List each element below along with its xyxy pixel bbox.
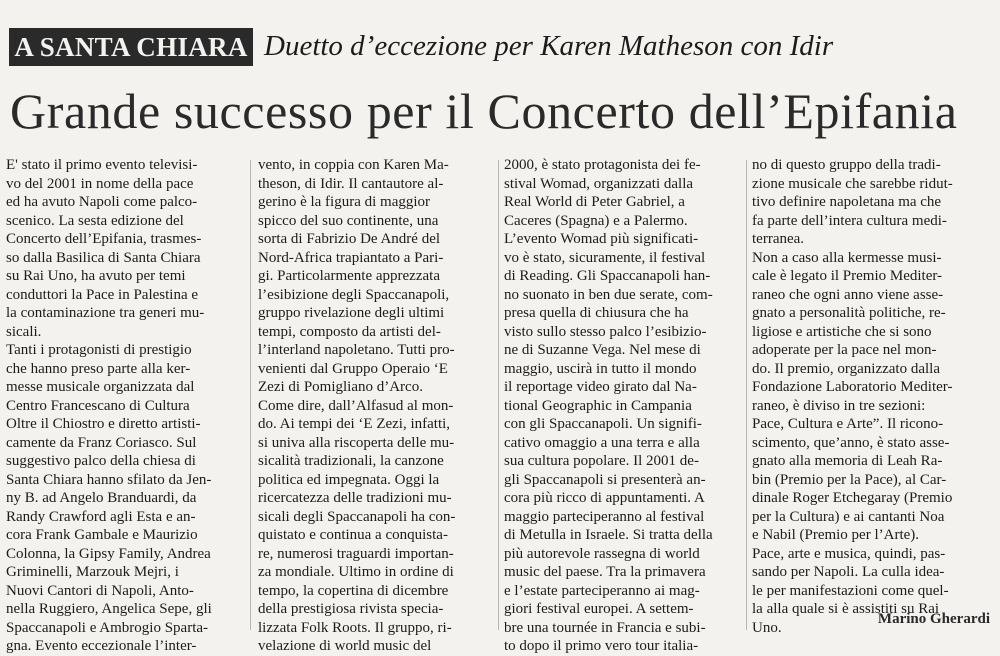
article-body [6,156,991,654]
subheadline: Duetto d’eccezione per Karen Matheson con Idir [264,30,834,62]
column-divider [498,160,499,630]
column-4-text: no di questo gruppo della tradi- zione musicale che sarebbe ridut- tivo definire napoletana ma che fa parte dell’intera cultura medi- terranea. Non a caso alla kermesse musi- cale è legato il Premio Mediter- raneo che ogni anno viene asse- gnato a personalità politiche, re- ligiose e artistiche che si sono adoperate per la pace nel mon- do. Il premio, organizzato dalla Fondazione Laboratorio Mediter- raneo, è diviso in tre sezioni: Pace, Cultura e Arte”. Il ricono- scimento, que’anno, è stato asse- gnato alla memoria di Leah Ra- bin (Premio per la Pace), al Car- dinale Roger Etchegaray (Premio per la Cultura) e ai cantanti Noa e Nabil (Premio per l’Arte). Pace, arte e musica, quindi, pas- sando per Napoli. La culla idea- le per manifestazioni come quel- la alla quale si è assistiti su Rai Uno. [752,157,953,636]
byline: Marino Gherardi [877,611,990,627]
section-kicker: A SANTA CHIARA [9,28,253,66]
column-1-text: E' stato il primo evento televisi- vo del 2001 in nome della pace ed ha avuto Napoli come palco- scenico. La sesta edizione del Concerto dell’Epifania, trasmes- so dalla Basilica di Santa Chiara su Rai Uno, ha avuto per temi conduttori la Pace in Palestina e la contaminazione tra generi mu- sicali. Tanti i protagonisti di prestigio che hanno preso parte alla ker- messe musicale organizzata dal Centro Francescano di Cultura Oltre il Chiostro e diretto artisti- camente da Franz Coriasco. Sul suggestivo palco della chiesa di Santa Chiara hanno sfilato da Jen- ny B. ad Angelo Branduardi, da Randy Crawford agli Esta e an- cora Frank Gambale e Maurizio Colonna, la Gipsy Family, Andrea Griminelli, Marzouk Mejri, i Nuovi Cantori di Napoli, Anto- nella Ruggiero, Angelica Sepe, gli Spaccanapoli e Ambrogio Sparta- gna. Evento eccezionale l’inter- [6,157,212,654]
column-divider [250,160,251,630]
column-1 [6,156,242,654]
column-4 [752,156,988,636]
kicker-row [6,26,994,68]
column-2 [258,156,494,654]
column-3-text: 2000, è stato protagonista dei fe- stival Womad, organizzati dalla Real World di Peter Gabriel, a Caceres (Spagna) e a Palermo. L’evento Womad più significati- vo è stato, sicuramente, il festival di Reading. Gli Spaccanapoli han- no suonato in ben due serate, com- presa quella di chiusura che ha visto sullo stesso palco l’esibizio- ne di Suzanne Vega. Nel mese di maggio, uscirà in tutto il mondo il reportage video girato dal Na- tional Geographic in Campania con gli Spaccanapoli. Un signifi- cativo omaggio a una terra e alla sua cultura popolare. Il 2001 de- gli Spaccanapoli si presenterà an- cora più ricco di appuntamenti. A maggio parteciperanno al festival di Metulla in Israele. Si tratta della più autorevole rassegna di world music del paese. Tra la primavera e l’estate parteciperanno ai mag- giori festival europei. A settem- bre una tournée in Francia e subi- to dopo il primo vero tour italia- [504,157,713,654]
headline: Grande successo per il Concerto dell’Epifania [10,83,958,139]
column-3 [504,156,740,654]
column-2-text: vento, in coppia con Karen Ma- theson, di Idir. Il cantautore al- gerino è la figura di maggior spicco del suo continente, una sorta di Fabrizio De André del Nord-Africa trapiantato a Pari- gi. Particolarmente apprezzata l’esibizione degli Spaccanapoli, gruppo rivelazione degli ultimi tempi, composto da artisti del- l’interland napoletano. Tutti pro- venienti dal Gruppo Operaio ‘E Zezi di Pomigliano d’Arco. Come dire, dall’Alfasud al mon- do. Ai tempi dei ‘E Zezi, infatti, si univa alla riscoperta delle mu- sicalità tradizionali, la canzone politica ed impegnata. Oggi la ricercatezza delle tradizioni mu- sicali degli Spaccanapoli ha con- quistato e continua a conquista- re, numerosi traguardi importan- za mondiale. Ultimo in ordine di tempo, la copertina di dicembre della prestigiosa rivista specia- lizzata Folk Roots. Il gruppo, ri- velazione di world music del [258,157,456,654]
column-divider [746,160,747,630]
